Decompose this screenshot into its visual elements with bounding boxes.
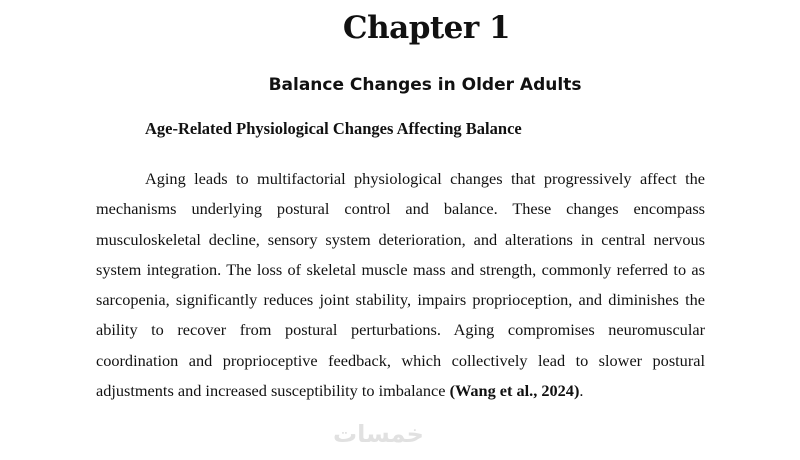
paragraph-end: . — [579, 381, 584, 401]
section-heading: Age-Related Physiological Changes Affecting Balance — [145, 119, 522, 138]
citation: (Wang et al., 2024) — [449, 381, 580, 401]
paragraph-text: Aging leads to multifactorial physiological changes that progressively affect the mechanisms underlying postural control and balance. These changes encompass musculoskeletal decline, sensory system deterioration, and alterations in central nervous system integration. The loss of skeletal muscle mass and strength, commonly referred to as sarcopenia, significantly reduces joint stability, impairs proprioception, and diminishes the ability to recover from postural perturbations. Aging compromises neuromuscular coordination and proprioceptive feedback, which collectively lead to slower postural adjustments and increased susceptibility to imbalance — [96, 169, 705, 401]
body-paragraph — [96, 164, 705, 406]
chapter-title: Chapter 1 — [342, 10, 511, 46]
chapter-subtitle: Balance Changes in Older Adults — [268, 75, 582, 95]
watermark-logo: خمسات — [333, 420, 424, 448]
